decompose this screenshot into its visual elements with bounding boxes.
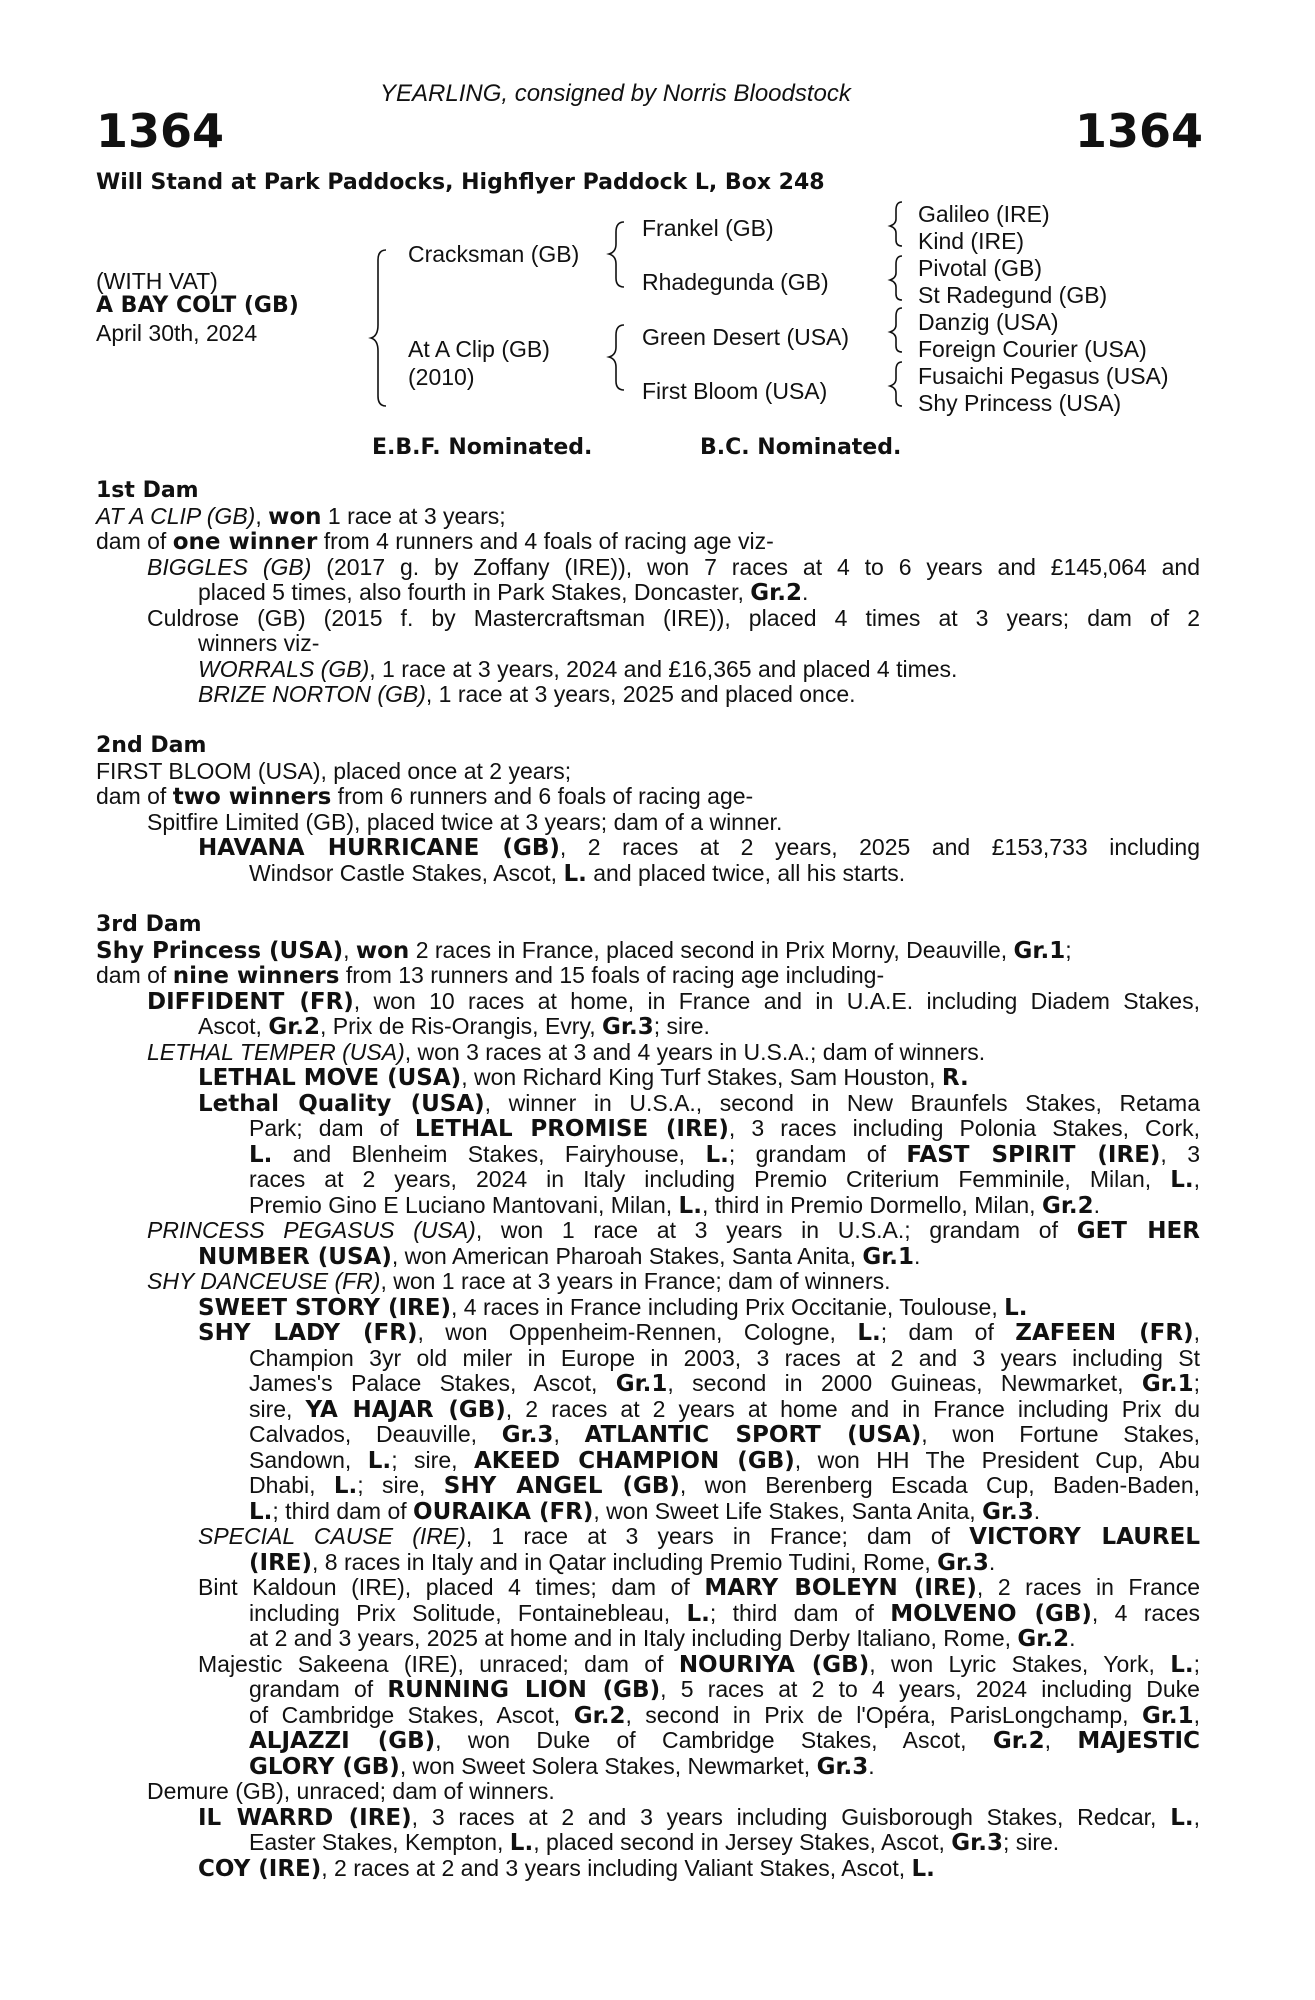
dam-dam-name: First Bloom (USA) [642, 378, 828, 404]
bold-text: OURAIKA (FR) [413, 1498, 594, 1525]
plain-text: Majestic Sakeena (IRE), unraced; dam of [198, 1650, 679, 1677]
bold-text: Gr.3 [951, 1830, 1003, 1856]
plain-text: ; [1193, 1650, 1200, 1677]
pedigree-line [96, 1473, 1200, 1499]
pedigree-line [96, 1422, 1200, 1448]
plain-text: and Blenheim Stakes, Fairyhouse, [272, 1140, 706, 1167]
consignor-subtitle: YEARLING, consigned by Norris Bloodstock [380, 80, 851, 107]
pedigree-line [96, 963, 1200, 989]
lot-number-left: 1364 [96, 104, 225, 158]
pedigree-line [96, 1652, 1200, 1678]
plain-text: races at 2 years, 2024 in Italy including Premio Criterium Femminile, Milan, [249, 1166, 1171, 1192]
plain-text: ; sire. [1002, 1829, 1060, 1855]
sire-dam-name: Rhadegunda (GB) [642, 269, 829, 295]
plain-text: Bint Kaldoun (IRE), placed 4 times; dam of [198, 1574, 705, 1600]
plain-text: , 8 races in Italy and in Qatar including Premio Tudini, Rome, [312, 1548, 938, 1575]
pedigree-line [96, 657, 1200, 683]
bold-text: L. [686, 1600, 710, 1627]
bold-text: SHY LADY (FR) [198, 1320, 418, 1346]
gen3-dss: Danzig (USA) [918, 309, 1059, 335]
bold-text: L. [1170, 1651, 1194, 1678]
pedigree-line [96, 555, 1200, 581]
bold-text: L. [367, 1447, 392, 1474]
plain-text: Dhabi, [249, 1472, 334, 1498]
pedigree-line [96, 1244, 1200, 1270]
pedigree-line [96, 1065, 1200, 1091]
plain-text: , won 1 race at 3 years in France; dam of winners. [380, 1268, 891, 1294]
pedigree-line [96, 1091, 1200, 1117]
italic-text: AT A CLIP (GB) [96, 502, 256, 529]
foaling-date: April 30th, 2024 [96, 320, 258, 346]
plain-text: , 1 race at 3 years, 2024 and £16,365 and placed 4 times. [369, 655, 958, 682]
bracket-dam [609, 325, 624, 390]
italic-text: LETHAL TEMPER (USA) [147, 1038, 405, 1065]
plain-text: from 6 runners and 6 foals of racing age- [331, 783, 754, 809]
bold-text: one winner [172, 529, 318, 555]
plain-text: . [1093, 1191, 1101, 1218]
section-2nd-dam [96, 733, 1200, 886]
pedigree-line [96, 1677, 1200, 1703]
pedigree-line [96, 810, 1200, 836]
plain-text: , won Oppenheim-Rennen, Cologne, [417, 1319, 858, 1345]
pedigree-line [96, 1040, 1200, 1066]
bold-text: GET HER [1076, 1218, 1200, 1244]
pedigree-line [96, 1193, 1200, 1219]
pedigree-line [96, 606, 1200, 632]
pedigree-line [96, 1142, 1200, 1168]
bold-text: nine winners [172, 963, 340, 989]
pedigree-line [96, 1014, 1200, 1040]
plain-text: , won Fortune Stakes, [921, 1421, 1200, 1447]
pedigree-line [96, 1830, 1200, 1856]
italic-text: PRINCESS PEGASUS (USA) [147, 1217, 476, 1243]
bold-text: Gr.2 [573, 1702, 626, 1729]
bold-text: L. [1004, 1294, 1028, 1321]
pedigree-line [96, 1856, 1200, 1882]
horse-name: A BAY COLT (GB) [96, 293, 299, 318]
italic-text: BIGGLES (GB) [147, 553, 312, 580]
plain-text: including Prix Solitude, Fontainebleau, [249, 1599, 687, 1626]
plain-text: , winner in U.S.A., second in New Braunfels Stakes, Retama [484, 1089, 1201, 1116]
bold-text: LETHAL MOVE (USA) [198, 1065, 462, 1091]
plain-text: , [1044, 1727, 1078, 1753]
bracket-ds [890, 308, 902, 352]
plain-text: , 3 races at 2 and 3 years including Guisborough Stakes, Redcar, [411, 1803, 1171, 1830]
italic-text: WORRALS (GB) [198, 655, 370, 682]
plain-text: . [1069, 1625, 1076, 1651]
plain-text: , 4 races [1091, 1599, 1201, 1626]
bracket-sire [609, 222, 624, 287]
bold-text: COY (IRE) [198, 1855, 322, 1882]
gen3-dsd: Foreign Courier (USA) [918, 336, 1147, 362]
bc-nomination: B.C. Nominated. [700, 435, 902, 460]
pedigree-line [96, 1346, 1200, 1372]
pedigree-line [96, 938, 1200, 964]
plain-text: grandam of [249, 1676, 388, 1702]
section-heading: 1st Dam [96, 478, 199, 503]
bold-text: R. [941, 1065, 969, 1091]
pedigree-line [96, 580, 1200, 606]
plain-text: Champion 3yr old miler in Europe in 2003, 3 races at 2 and 3 years including St [249, 1344, 1200, 1371]
section-3rd-dam [96, 912, 1200, 1881]
dam-sire-name: Green Desert (USA) [642, 324, 850, 350]
bold-text: GLORY (GB) [249, 1753, 400, 1780]
plain-text: , won 1 race at 3 years in U.S.A.; grandam of [475, 1217, 1077, 1243]
plain-text: , won Lyric Stakes, York, [869, 1650, 1171, 1677]
bold-text: RUNNING LION (GB) [387, 1677, 661, 1703]
plain-text: , placed second in Jersey Stakes, Ascot, [533, 1829, 952, 1855]
plain-text: , second in 2000 Guineas, Newmarket, [667, 1370, 1142, 1396]
bold-text: YA HAJAR (GB) [305, 1396, 506, 1423]
sire-sire-name: Frankel (GB) [642, 215, 774, 241]
plain-text: , 4 races in France including Prix Occitanie, Toulouse, [450, 1293, 1005, 1320]
plain-text: . [801, 579, 809, 605]
plain-text: , 2 races in France [976, 1574, 1201, 1600]
gen3-ssd: Kind (IRE) [918, 228, 1025, 254]
italic-text: SHY DANCEUSE (FR) [147, 1268, 381, 1294]
bold-text: Gr.1 [1141, 1371, 1194, 1397]
bold-text: Shy Princess (USA) [96, 937, 344, 964]
plain-text: ; third dam of [709, 1599, 891, 1626]
bracket-sd [890, 256, 902, 300]
pedigree-line [96, 504, 1200, 530]
plain-text: Premio Gino E Luciano Mantovani, Milan, [249, 1191, 679, 1218]
bold-text: won [355, 937, 410, 964]
plain-text: 1 race at 3 years; [321, 502, 506, 529]
plain-text: ; sire, [391, 1446, 474, 1473]
vat-note: (WITH VAT) [96, 268, 218, 294]
pedigree-line [96, 1703, 1200, 1729]
pedigree-line [96, 1524, 1200, 1550]
bold-text: LETHAL PROMISE (IRE) [414, 1116, 729, 1142]
plain-text: , won 3 races at 3 and 4 years in U.S.A.; dam of winners. [404, 1038, 986, 1065]
plain-text: Windsor Castle Stakes, Ascot, [249, 859, 564, 886]
bold-text: L. [678, 1192, 702, 1219]
pedigree-line [96, 1167, 1200, 1193]
plain-text: ; sire. [653, 1013, 710, 1039]
bold-text: FAST SPIRIT (IRE) [906, 1141, 1161, 1168]
pedigree-line [96, 1397, 1200, 1423]
bold-text: L. [563, 860, 587, 887]
gen3-ddd: Shy Princess (USA) [918, 390, 1122, 416]
bold-text: ALJAZZI (GB) [249, 1728, 436, 1754]
plain-text: , second in Prix de l'Opéra, ParisLongchamp, [625, 1701, 1142, 1728]
bold-text: Lethal Quality (USA) [198, 1090, 485, 1117]
bold-text: two winners [172, 784, 332, 810]
plain-text: sire, [249, 1395, 306, 1422]
bold-text: L. [1170, 1167, 1194, 1193]
plain-text: , won Sweet Solera Stakes, Newmarket, [399, 1752, 817, 1779]
pedigree-line [96, 861, 1200, 887]
section-heading: 2nd Dam [96, 733, 207, 758]
plain-text: ; [1065, 936, 1072, 963]
bold-text: Gr.2 [750, 580, 802, 606]
bold-text: ZAFEEN (FR) [1015, 1320, 1194, 1346]
plain-text: , 3 [1160, 1140, 1200, 1167]
plain-text: , [1193, 1701, 1201, 1728]
plain-text: placed 5 times, also fourth in Park Stakes, Doncaster, [198, 579, 751, 605]
plain-text: , Prix de Ris-Orangis, Evry, [320, 1013, 603, 1039]
bold-text: Gr.2 [1017, 1626, 1070, 1652]
bold-text: Gr.3 [982, 1498, 1034, 1525]
bold-text: NUMBER (USA) [198, 1243, 392, 1270]
dam-year: (2010) [408, 364, 475, 390]
plain-text: , [1193, 1319, 1200, 1345]
bold-text: L. [333, 1473, 358, 1499]
bold-text: MARY BOLEYN (IRE) [704, 1575, 977, 1601]
bold-text: L. [911, 1855, 935, 1882]
pedigree-line [96, 759, 1200, 785]
pedigree-line [96, 1626, 1200, 1652]
plain-text: Demure (GB), unraced; dam of winners. [147, 1778, 555, 1804]
plain-text: , won Sweet Life Stakes, Santa Anita, [593, 1497, 983, 1524]
plain-text: , won 10 races at home, in France and in U.A.E. including Diadem Stakes, [353, 987, 1200, 1014]
plain-text: 2 races in France, placed second in Prix Morny, Deauville, [409, 936, 1014, 963]
gen3-sdd: St Radegund (GB) [918, 282, 1108, 308]
pedigree-line [96, 1371, 1200, 1397]
plain-text: ; sire, [357, 1472, 444, 1498]
pedigree-line [96, 835, 1200, 861]
gen3-dds: Fusaichi Pegasus (USA) [918, 363, 1169, 389]
plain-text: dam of [96, 962, 173, 988]
pedigree-line [96, 1601, 1200, 1627]
plain-text: Easter Stakes, Kempton, [249, 1829, 510, 1855]
plain-text: , 5 races at 2 to 4 years, 2024 including Duke [660, 1676, 1200, 1702]
plain-text: dam of [96, 528, 173, 554]
bracket-main [371, 250, 386, 406]
bold-text: won [268, 503, 322, 530]
plain-text: from 13 runners and 15 foals of racing age including- [339, 962, 885, 988]
bold-text: Gr.1 [615, 1371, 668, 1397]
stabling-location: Will Stand at Park Paddocks, Highflyer Paddock L, Box 248 [96, 170, 825, 195]
sire-name: Cracksman (GB) [408, 241, 580, 267]
plain-text: Culdrose (GB) (2015 f. by Mastercraftsman (IRE)), placed 4 times at 3 years; dam of 2 [147, 604, 1200, 631]
bold-text: MAJESTIC [1077, 1728, 1200, 1754]
plain-text: ; [1193, 1370, 1200, 1396]
pedigree-line [96, 784, 1200, 810]
bracket-ss [890, 202, 902, 246]
plain-text: , [1193, 1803, 1200, 1830]
plain-text: (2017 g. by Zoffany (IRE)), won 7 races at 4 to 6 years and £145,064 and [311, 553, 1200, 580]
plain-text: Calvados, Deauville, [249, 1421, 502, 1447]
pedigree-line [96, 1295, 1200, 1321]
plain-text: . [1033, 1497, 1041, 1524]
bold-text: Gr.2 [992, 1728, 1045, 1754]
pedigree-line [96, 1269, 1200, 1295]
gen3-sss: Galileo (IRE) [918, 201, 1050, 227]
bold-text: DIFFIDENT (FR) [147, 988, 354, 1015]
bold-text: L. [249, 1498, 273, 1525]
pedigree-line [96, 1728, 1200, 1754]
bold-text: Gr.1 [1013, 937, 1066, 964]
bold-text: SWEET STORY (IRE) [198, 1294, 451, 1321]
pedigree-line [96, 1218, 1200, 1244]
bold-text: MOLVENO (GB) [890, 1600, 1092, 1627]
italic-text: BRIZE NORTON (GB) [198, 681, 426, 707]
pedigree-line [96, 529, 1200, 555]
plain-text: , 2 races at 2 years, 2025 and £153,733 including [559, 834, 1200, 860]
bold-text: L. [1170, 1804, 1194, 1831]
italic-text: SPECIAL CAUSE (IRE) [198, 1523, 466, 1549]
plain-text: , 2 races at 2 years at home and in France including Prix du [505, 1395, 1201, 1422]
section-heading: 3rd Dam [96, 912, 202, 937]
plain-text: , [343, 936, 356, 963]
bold-text: L. [857, 1320, 881, 1346]
plain-text: , 2 races at 2 and 3 years including Valiant Stakes, Ascot, [321, 1854, 912, 1881]
bold-text: Gr.3 [602, 1014, 654, 1040]
plain-text: , [255, 502, 269, 529]
gen3-sds: Pivotal (GB) [918, 255, 1042, 281]
plain-text: , won Duke of Cambridge Stakes, Ascot, [435, 1727, 993, 1753]
bold-text: VICTORY LAUREL [969, 1524, 1200, 1550]
bold-text: Gr.2 [268, 1014, 320, 1040]
pedigree-line [96, 1754, 1200, 1780]
pedigree-line [96, 682, 1200, 708]
bold-text: ATLANTIC SPORT (USA) [584, 1422, 922, 1448]
plain-text: , won Richard King Turf Stakes, Sam Houston, [461, 1064, 942, 1090]
plain-text: at 2 and 3 years, 2025 at home and in Italy including Derby Italiano, Rome, [249, 1625, 1018, 1651]
pedigree-line [96, 1448, 1200, 1474]
plain-text: , won Berenberg Escada Cup, Baden-Baden, [679, 1472, 1201, 1498]
plain-text: , [1193, 1166, 1200, 1192]
pedigree-line [96, 631, 1200, 657]
plain-text: . [988, 1548, 996, 1575]
ebf-nomination: E.B.F. Nominated. [372, 435, 593, 460]
plain-text: , 1 race at 3 years, 2025 and placed once. [425, 681, 856, 707]
lot-number-right: 1364 [1074, 104, 1203, 158]
bold-text: Gr.2 [1041, 1192, 1094, 1219]
plain-text: . [868, 1752, 875, 1779]
bold-text: AKEED CHAMPION (GB) [473, 1447, 795, 1474]
bold-text: NOURIYA (GB) [678, 1651, 870, 1678]
bold-text: Gr.3 [816, 1753, 869, 1780]
plain-text: and placed twice, all his starts. [586, 859, 906, 886]
plain-text: , 3 races including Polonia Stakes, Cork, [728, 1115, 1200, 1141]
plain-text: , won HH The President Cup, Abu [794, 1446, 1200, 1473]
plain-text: , 1 race at 3 years in France; dam of [465, 1523, 970, 1549]
plain-text: ; third dam of [272, 1497, 414, 1524]
plain-text: from 4 runners and 4 foals of racing age viz- [317, 528, 774, 554]
plain-text: FIRST BLOOM (USA), placed once at 2 years; [96, 757, 572, 784]
pedigree-line [96, 1320, 1200, 1346]
bold-text: SHY ANGEL (GB) [443, 1473, 680, 1499]
plain-text: of Cambridge Stakes, Ascot, [249, 1701, 574, 1728]
plain-text: , [553, 1421, 585, 1447]
bracket-dd [890, 362, 902, 406]
bold-text: L. [249, 1141, 273, 1168]
dam-name: At A Clip (GB) [408, 336, 550, 362]
plain-text: ; dam of [880, 1319, 1016, 1345]
pedigree-line [96, 1116, 1200, 1142]
bold-text: L. [705, 1141, 729, 1168]
plain-text: Spitfire Limited (GB), placed twice at 3 years; dam of a winner. [147, 808, 783, 835]
bold-text: IL WARRD (IRE) [198, 1804, 412, 1831]
bold-text: L. [509, 1830, 534, 1856]
bold-text: Gr.3 [501, 1422, 554, 1448]
pedigree-line [96, 1805, 1200, 1831]
plain-text: Park; dam of [249, 1115, 415, 1141]
bold-text: HAVANA HURRICANE (GB) [198, 835, 560, 861]
plain-text: dam of [96, 783, 173, 809]
pedigree-line [96, 1550, 1200, 1576]
plain-text: Sandown, [249, 1446, 368, 1473]
pedigree-line [96, 1779, 1200, 1805]
pedigree-line [96, 989, 1200, 1015]
plain-text: ; grandam of [728, 1140, 907, 1167]
bold-text: Gr.1 [862, 1243, 915, 1270]
plain-text: winners viz- [198, 630, 320, 656]
pedigree-line [96, 1499, 1200, 1525]
pedigree-line [96, 1575, 1200, 1601]
bold-text: Gr.3 [937, 1549, 989, 1576]
plain-text: , won American Pharoah Stakes, Santa Anita, [391, 1242, 863, 1269]
bold-text: Gr.1 [1141, 1702, 1194, 1729]
plain-text: Ascot, [198, 1013, 269, 1039]
section-1st-dam [96, 478, 1200, 708]
bold-text: (IRE) [249, 1549, 313, 1576]
plain-text: , third in Premio Dormello, Milan, [701, 1191, 1042, 1218]
plain-text: . [914, 1242, 921, 1269]
plain-text: James's Palace Stakes, Ascot, [249, 1370, 616, 1396]
